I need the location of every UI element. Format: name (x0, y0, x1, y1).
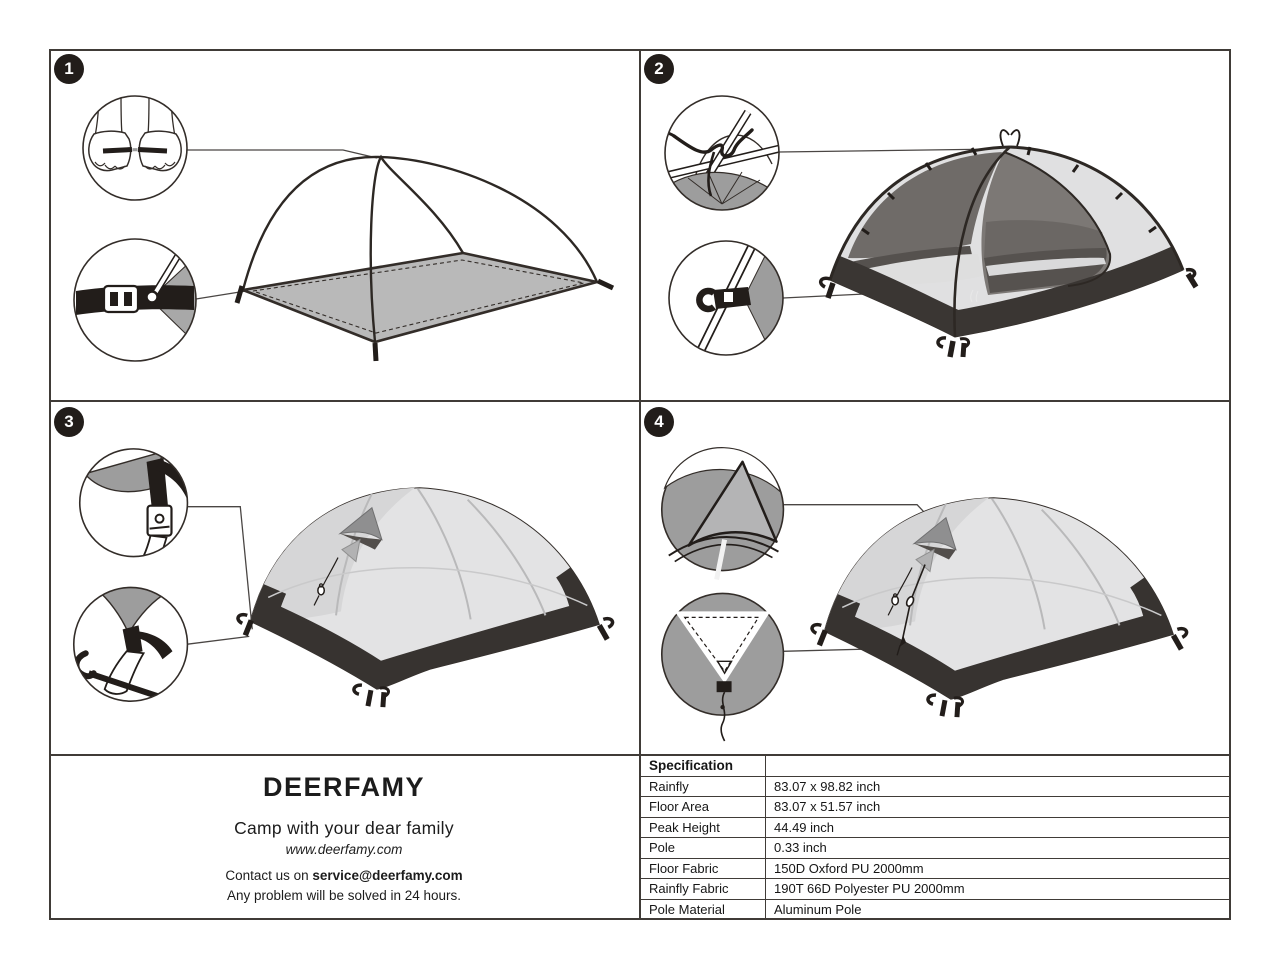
spec-label: Pole (641, 838, 766, 859)
spec-value: Aluminum Pole (766, 899, 1230, 920)
callout-line (186, 636, 249, 644)
contact-email: service@deerfamy.com (312, 867, 463, 883)
stake (598, 281, 613, 288)
spec-value: 83.07 x 98.82 inch (766, 776, 1230, 797)
vent-prop-callout (662, 448, 784, 580)
spec-value: 83.07 x 51.57 inch (766, 797, 1230, 818)
peak-tie-callout (658, 96, 782, 213)
spec-label: Rainfly (641, 776, 766, 797)
table-row (641, 756, 1230, 777)
buckle-icon (104, 286, 138, 312)
guyout-patch-callout (662, 593, 784, 741)
grommet-icon (147, 292, 158, 303)
table-row (641, 838, 1230, 859)
inner-tent (821, 130, 1196, 357)
stake (375, 343, 376, 361)
spec-value: 0.33 inch (766, 838, 1230, 859)
pole-clip-callout (669, 241, 787, 355)
spec-label: Floor Fabric (641, 858, 766, 879)
step1-number: 1 (64, 59, 74, 78)
step2-badge (644, 54, 674, 84)
table-row (641, 899, 1230, 920)
step3-number: 3 (64, 412, 74, 431)
brand-website: www.deerfamy.com (285, 841, 403, 857)
buckle-icon (148, 506, 172, 536)
spec-label: Pole Material (641, 899, 766, 920)
step2-illustration (640, 49, 1231, 402)
stake (237, 286, 242, 303)
spec-header-empty (766, 756, 1230, 777)
table-row (641, 776, 1230, 797)
stake-hook (938, 338, 946, 347)
stake-hook (821, 278, 830, 287)
spec-header: Specification (641, 756, 766, 777)
callout-line (187, 150, 377, 158)
apex-tie (1001, 130, 1020, 146)
brand-name: DEERFAMY (262, 771, 426, 802)
pole-section (138, 150, 167, 152)
brand-tagline: Camp with your dear family (234, 817, 454, 838)
spec-value: 44.49 inch (766, 817, 1230, 838)
step1-badge (54, 54, 84, 84)
brand-contact (225, 868, 462, 883)
step3-badge (54, 407, 84, 437)
step1-illustration (49, 49, 640, 402)
step4-badge (644, 407, 674, 437)
step4-number: 4 (654, 412, 664, 431)
brand-block (51, 757, 637, 917)
spec-label: Floor Area (641, 797, 766, 818)
pole-joining-callout (83, 90, 187, 200)
callout-line (186, 507, 252, 630)
pole-section (103, 150, 132, 152)
brand-support-note: Any problem will be solved in 24 hours. (226, 887, 462, 903)
guyout-tab (717, 681, 732, 692)
table-row (641, 858, 1230, 879)
spec-table (640, 755, 1230, 920)
spec-label: Peak Height (641, 817, 766, 838)
rainfly-tent (812, 498, 1187, 717)
tent-frame-groundsheet (237, 157, 613, 361)
spec-value: 190T 66D Polyester PU 2000mm (766, 879, 1230, 900)
step4-illustration (640, 402, 1231, 755)
spec-label: Rainfly Fabric (641, 879, 766, 900)
spec-value: 150D Oxford PU 2000mm (766, 858, 1230, 879)
table-row (641, 797, 1230, 818)
step2-number: 2 (654, 59, 664, 78)
contact-prefix: Contact us on (225, 867, 313, 883)
step3-illustration (49, 402, 640, 755)
table-row (641, 879, 1230, 900)
buckle-grommet-callout (74, 236, 200, 361)
corner-hook-callout (74, 587, 188, 703)
table-row (641, 817, 1230, 838)
rainfly-tent (238, 488, 613, 707)
fly-buckle-callout (80, 449, 198, 570)
